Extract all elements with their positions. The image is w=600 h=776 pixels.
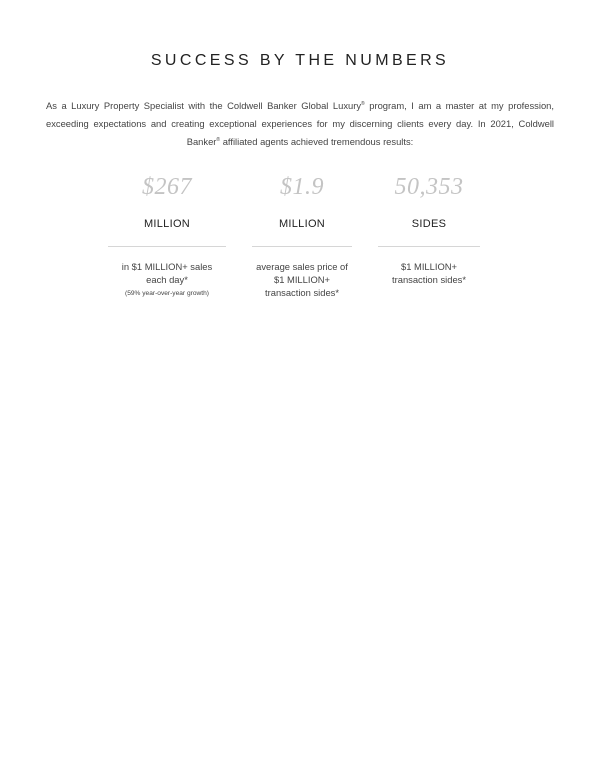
stat-value: $267 (142, 174, 192, 200)
stat-description (378, 260, 480, 286)
intro-text-3: affiliated agents achieved tremendous results: (220, 136, 414, 147)
divider (378, 246, 480, 247)
stat-unit: MILLION (278, 218, 326, 230)
registered-mark: ® (216, 136, 221, 143)
stat-description-line: each day* (146, 274, 188, 285)
stat-value: 50,353 (394, 174, 464, 200)
divider (252, 246, 352, 247)
stat-unit: SIDES (411, 218, 447, 230)
stat-note: (59% year-over-year growth) (125, 290, 209, 297)
stat-unit: MILLION (143, 218, 191, 230)
stat-description-line: transaction sides* (392, 274, 466, 285)
stat-description-line: average sales price of (256, 261, 348, 272)
page-title: SUCCESS BY THE NUMBERS (150, 52, 450, 69)
registered-mark: ® (361, 100, 365, 107)
intro-text-1: As a Luxury Property Specialist with the Coldwell Banker Global Luxury (46, 100, 362, 111)
stat-description (108, 260, 226, 286)
stat-value: $1.9 (280, 174, 324, 200)
intro-paragraph (46, 97, 554, 151)
stat-average-price (252, 174, 352, 314)
stat-description (252, 260, 352, 299)
stat-description-line: $1 MILLION+ (400, 261, 458, 272)
stat-description-line: in $1 MILLION+ sales (121, 261, 213, 272)
stat-daily-sales (108, 174, 226, 314)
stat-transaction-sides (378, 174, 480, 314)
divider (108, 246, 226, 247)
intro-text-2: program, I am a master at my profession, exceeding expectations and creating exceptional experiences for my discerning clients every day. In 2021, Coldwell Banker (46, 100, 554, 147)
stat-description-line: transaction sides* (265, 287, 339, 298)
stat-description-line: $1 MILLION+ (273, 274, 331, 285)
